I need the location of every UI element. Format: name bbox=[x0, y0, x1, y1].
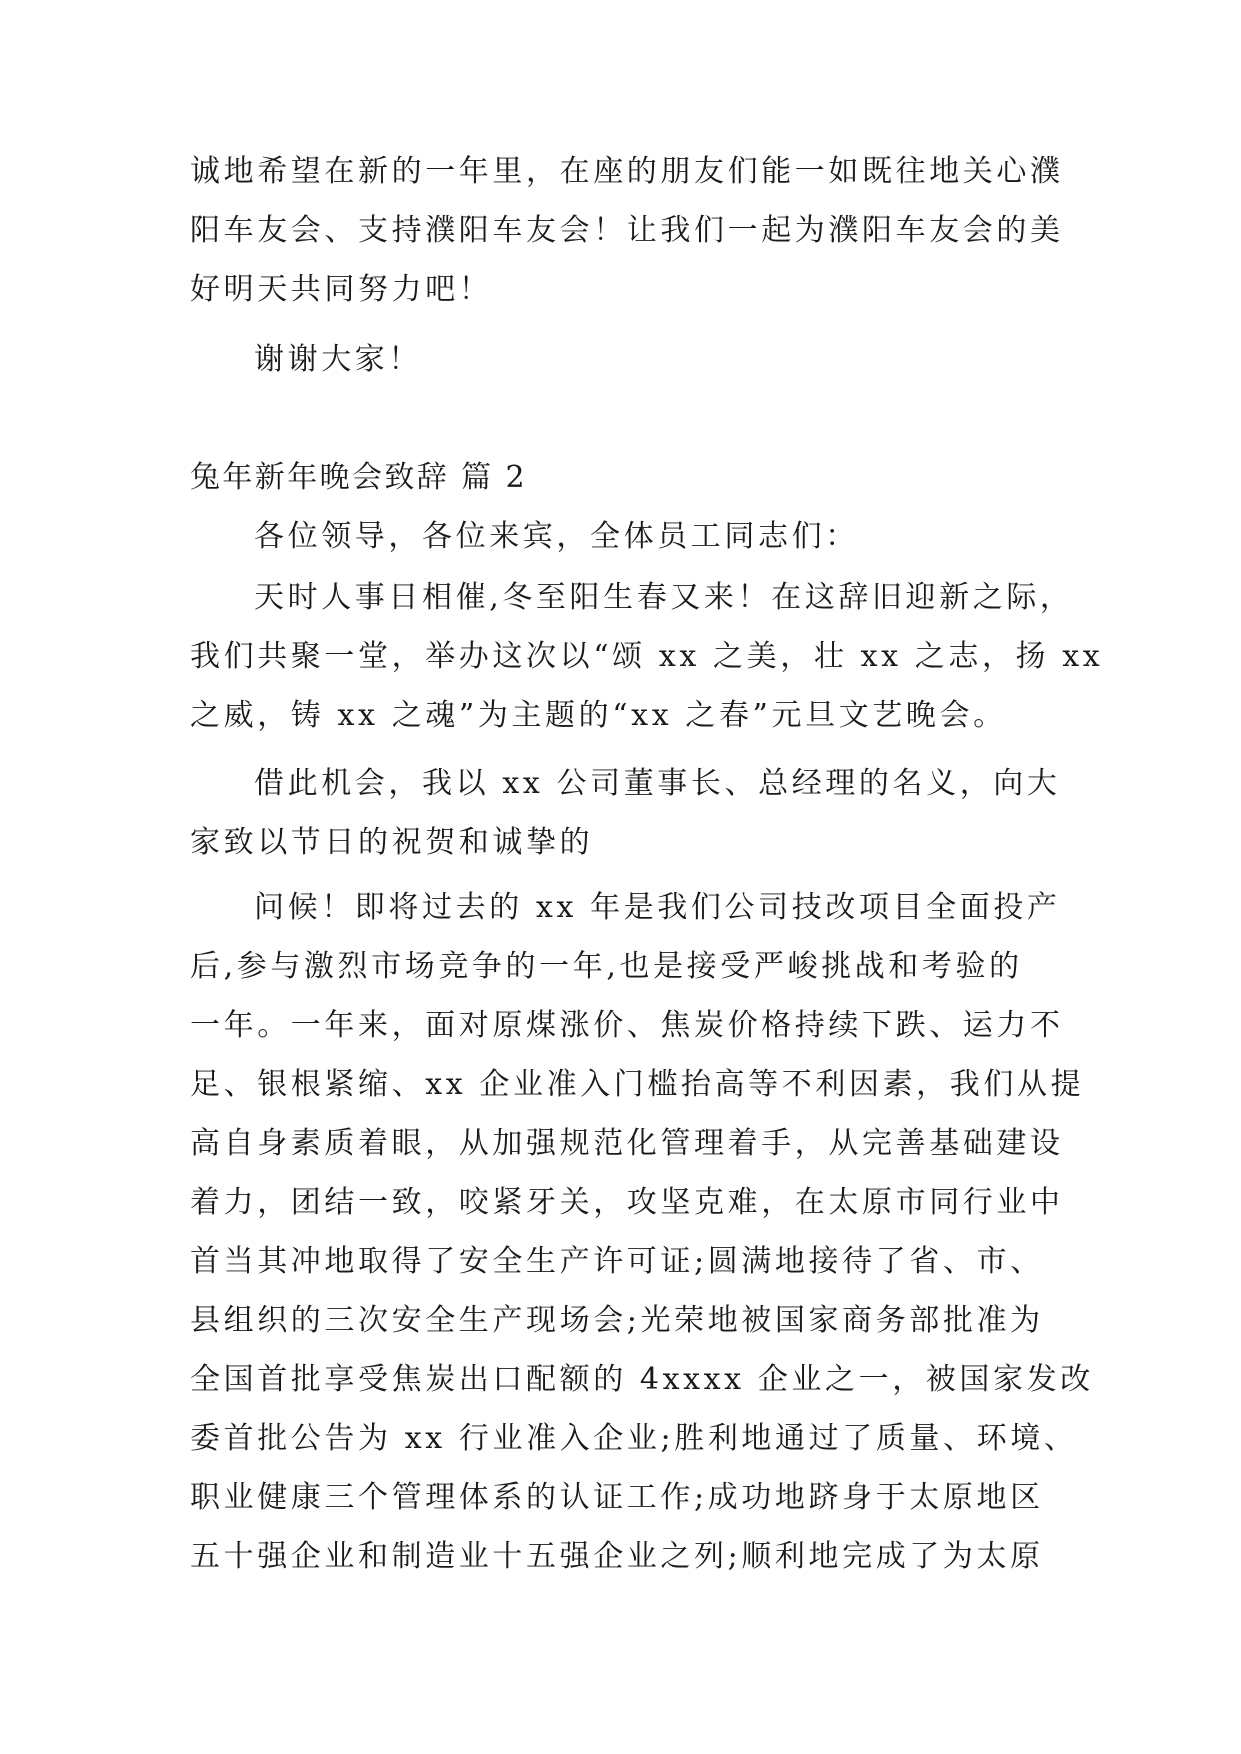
paragraph-start: 借此机会，我以 xx 公司董事长、总经理的名义，向大 bbox=[254, 766, 1061, 801]
body-text-line: 诚地希望在新的一年里，在座的朋友们能一如既往地关心濮 bbox=[190, 154, 1064, 189]
paragraph-start: 问候！即将过去的 xx 年是我们公司技改项目全面投产 bbox=[254, 890, 1061, 925]
body-text-line: 后,参与激烈市场竞争的一年,也是接受严峻挑战和考验的 bbox=[190, 949, 1023, 984]
paragraph-start: 天时人事日相催,冬至阳生春又来！在这辞旧迎新之际， bbox=[254, 580, 1074, 615]
body-text-line: 好明天共同努力吧！ bbox=[190, 272, 493, 307]
body-text-line: 五十强企业和制造业十五强企业之列;顺利地完成了为太原 bbox=[190, 1539, 1044, 1574]
section-heading: 兔年新年晚会致辞 篇 2 bbox=[190, 460, 527, 495]
body-text-line: 家致以节日的祝贺和诚挚的 bbox=[190, 825, 594, 860]
body-text-line: 委首批公告为 xx 行业准入企业;胜利地通过了质量、环境、 bbox=[190, 1421, 1078, 1456]
body-text-line: 职业健康三个管理体系的认证工作;成功地跻身于太原地区 bbox=[190, 1480, 1044, 1515]
body-text-line: 首当其冲地取得了安全生产许可证;圆满地接待了省、市、 bbox=[190, 1244, 1044, 1279]
body-text-line: 高自身素质着眼，从加强规范化管理着手，从完善基础建设 bbox=[190, 1126, 1064, 1161]
body-text-line: 之威，铸 xx 之魂”为主题的“xx 之春”元旦文艺晚会。 bbox=[190, 698, 1007, 733]
body-text-line: 全国首批享受焦炭出口配额的 4xxxx 企业之一，被国家发改 bbox=[190, 1362, 1094, 1397]
body-text-line: 一年。一年来，面对原煤涨价、焦炭价格持续下跌、运力不 bbox=[190, 1008, 1064, 1043]
body-text-line: 着力，团结一致，咬紧牙关，攻坚克难，在太原市同行业中 bbox=[190, 1185, 1064, 1220]
body-text-line: 阳车友会、支持濮阳车友会！让我们一起为濮阳车友会的美 bbox=[190, 213, 1064, 248]
closing-line: 谢谢大家！ bbox=[254, 342, 422, 377]
body-text-line: 足、银根紧缩、xx 企业准入门槛抬高等不利因素，我们从提 bbox=[190, 1067, 1085, 1102]
salutation: 各位领导，各位来宾，全体员工同志们： bbox=[254, 519, 859, 554]
body-text-line: 县组织的三次安全生产现场会;光荣地被国家商务部批准为 bbox=[190, 1303, 1044, 1338]
body-text-line: 我们共聚一堂，举办这次以“颂 xx 之美，壮 xx 之志，扬 xx bbox=[190, 639, 1104, 674]
